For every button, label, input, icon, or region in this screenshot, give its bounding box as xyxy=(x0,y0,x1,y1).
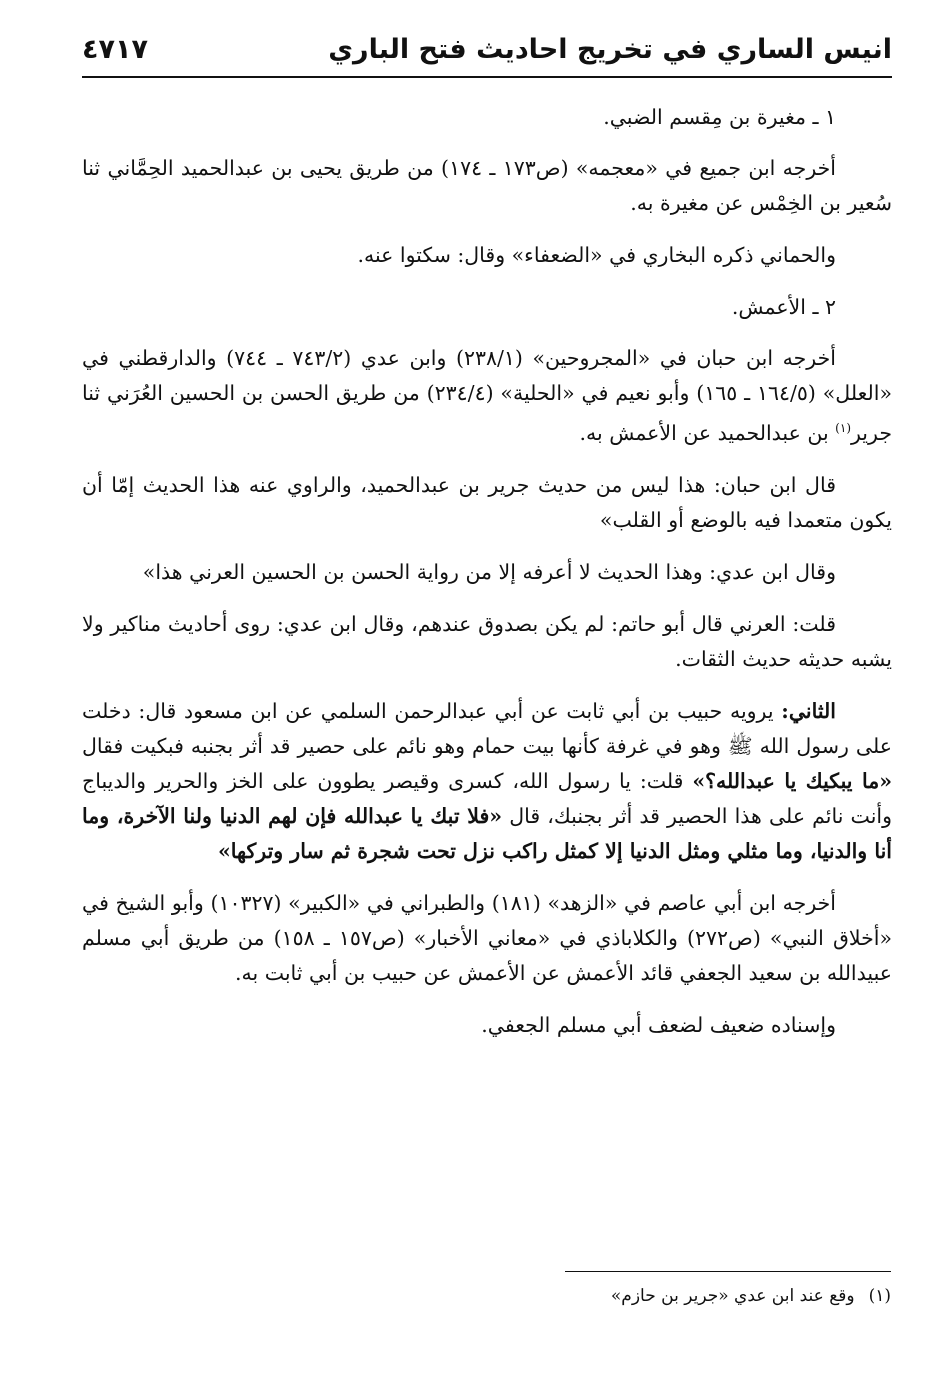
paragraph: والحماني ذكره البخاري في «الضعفاء» وقال: سكتوا عنه. xyxy=(357,243,836,267)
footnote-marker: (١) xyxy=(868,1286,891,1306)
hadith-paragraph xyxy=(82,694,892,869)
paragraph: وقال ابن عدي: وهذا الحديث لا أعرفه إلا من رواية الحسن بن الحسين العرني هذا» xyxy=(142,559,836,584)
paragraph-text: أخرجه ابن حبان في «المجروحين» (٢٣٨/١) وابن عدي (٧٤٣/٢ ـ ٧٤٤) والدارقطني في «العلل» (١٦٤/٥ ـ ١٦٥) وأبو نعيم في «الحلية» (٢٣٤/٤) من طريق الحسن بن الحسين العُرَني ثنا جرير xyxy=(82,346,892,445)
main-text xyxy=(82,100,892,1060)
paragraph-text: بن عبدالحميد عن الأعمش به. xyxy=(579,420,836,445)
hadith-quote: «فلا تبك يا عبدالله فإن لهم الدنيا ولنا الآخرة، وما أنا والدنيا، وما مثلي ومثل الدنيا إلا كمثل راكب نزل تحت شجرة ثم سار وتركها» xyxy=(82,803,892,863)
footnote-text: وقع عند ابن عدي «جرير بن حازم» xyxy=(610,1286,855,1306)
book-title: انيس الساري في تخريج احاديث فتح الباري xyxy=(328,34,892,65)
paragraph-text: قلت: يا رسول الله، كسرى وقيصر يطوون على الخز والحرير والديباج وأنت نائم على هذا الحصير قد أثر بجنبك، قال xyxy=(82,768,892,828)
running-header xyxy=(82,34,892,74)
section-heading-1: ١ ـ مغيرة بن مِقسم الضبي. xyxy=(603,105,836,129)
paragraph: وإسناده ضعيف لضعف أبي مسلم الجعفي. xyxy=(481,1012,836,1037)
paragraph: أخرجه ابن جميع في «معجمه» (ص١٧٣ ـ ١٧٤) من طريق يحيى بن عبدالحميد الحِمَّاني ثنا سُعير بن الخِمْس عن مغيرة به. xyxy=(82,156,892,215)
section-heading-2: ٢ ـ الأعمش. xyxy=(731,295,836,319)
footnote-reference[interactable]: (١) xyxy=(835,421,851,435)
footnote xyxy=(291,1283,891,1309)
page-number: ٤٧١٧ xyxy=(82,34,148,65)
hadith-quote: «ما يبكيك يا عبدالله؟» xyxy=(692,768,893,793)
header-divider xyxy=(82,76,892,78)
paragraph: قلت: العرني قال أبو حاتم: لم يكن بصدوق عندهم، وقال ابن عدي: روى أحاديث مناكير ولا يشبه حديثه حديث الثقات. xyxy=(82,611,892,671)
paragraph xyxy=(82,341,892,451)
paragraph-text: يرويه حبيب بن أبي ثابت عن أبي عبدالرحمن السلمي عن ابن مسعود قال: دخلت على رسول الله ﷺ وهو في غرفة كأنها بيت حمام وهو نائم على حصير قد أثر بجنبه فبكيت فقال xyxy=(82,698,892,758)
paragraph: قال ابن حبان: هذا ليس من حديث جرير بن عبدالحميد، والراوي عنه هذا الحديث إمّا أن يكون متعمدا فيه بالوضع أو القلب» xyxy=(82,472,892,532)
footnote-divider xyxy=(565,1271,891,1272)
section-label: الثاني: xyxy=(781,698,836,723)
paragraph: أخرجه ابن أبي عاصم في «الزهد» (١٨١) والطبراني في «الكبير» (١٠٣٢٧) وأبو الشيخ في «أخلاق النبي» (ص٢٧٢) والكلاباذي في «معاني الأخبار» (ص١٥٧ ـ ١٥٨) من طريق أبي مسلم عبيدالله بن سعيد الجعفي قائد الأعمش عن الأعمش عن حبيب بن أبي ثابت به. xyxy=(82,890,893,985)
